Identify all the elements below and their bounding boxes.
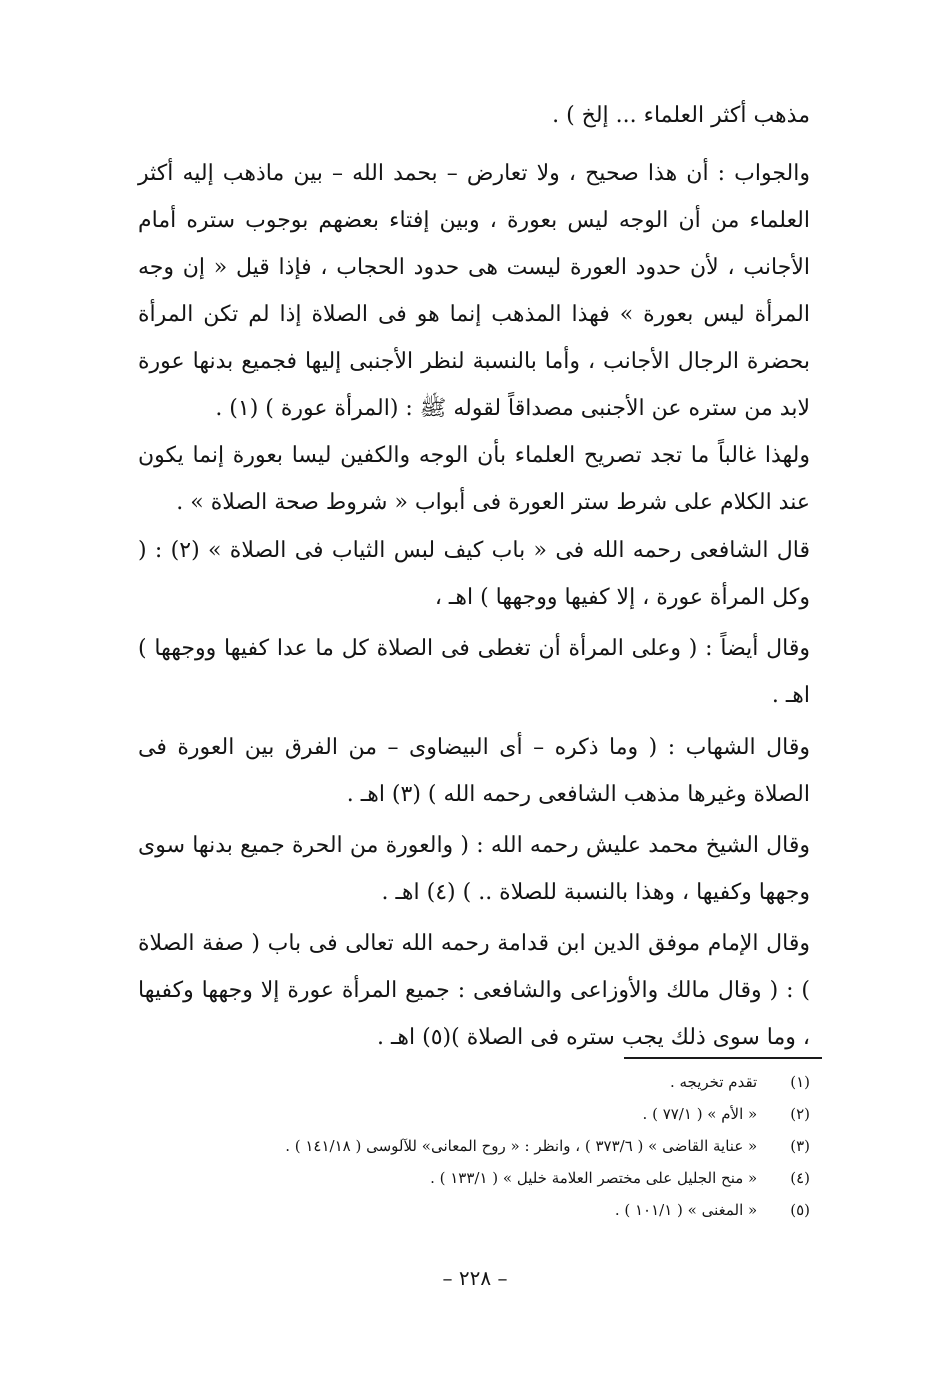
footnote-text: « عناية القاضى » ( ٣٧٣/٦ ) ، وانظر : « روح المعانى» للآلوسى ( ١٤١/١٨ ) . bbox=[285, 1137, 758, 1155]
paragraph-text: والجواب : أن هذا صحيح ، ولا تعارض – بحمد الله – بين ماذهب إليه أكثر العلماء من أن الوجه ليس بعورة ، وبين إفتاء بعضهم بوجوب ستره أمام الأجانب ، لأن حدود العورة ليست هى حدود الحجاب ، فإذا قيل « إن وجه المرأة ليس بعورة » فهذا المذهب إنما هو فى الصلاة إذا لم تكن المرأة بحضرة الرجال الأجانب ، وأما بالنسبة لنظر الأجنبى إليها فجميع بدنها عورة لابد من ستره عن الأجنبى مصداقاً لقوله ﷺ : (المرأة عورة ) (١) . bbox=[138, 161, 810, 421]
paragraph-6 bbox=[138, 724, 810, 818]
footnote-text: « منح الجليل على مختصر العلامة خليل » ( ١٣٣/١ ) . bbox=[430, 1169, 758, 1187]
paragraph-2 bbox=[138, 150, 810, 432]
footnote-number: (٣) bbox=[790, 1137, 810, 1155]
paragraph-text: ولهذا غالباً ما تجد تصريح العلماء بأن الوجه والكفين ليسا بعورة إنما يكون عند الكلام على شرط ستر العورة فى أبواب « شروط صحة الصلاة » . bbox=[138, 443, 810, 515]
footnote-text: « المغنى » ( ١٠١/١ ) . bbox=[614, 1201, 758, 1219]
footnote-text: تقدم تخريجه . bbox=[669, 1073, 758, 1091]
paragraph-text: وقال الشهاب : ( وما ذكره – أى البيضاوى – من الفرق بين العورة فى الصلاة وغيرها مذهب الشافعى رحمه الله ) (٣) اهـ . bbox=[138, 735, 810, 807]
footnote-4 bbox=[285, 1162, 810, 1194]
paragraph-7 bbox=[138, 822, 810, 916]
paragraph-5 bbox=[138, 625, 810, 719]
footnote-number: (٢) bbox=[790, 1105, 810, 1123]
paragraph-text: وقال الإمام موفق الدين ابن قدامة رحمه الله تعالى فى باب ( صفة الصلاة ) : ( وقال مالك والأوزاعى والشافعى : جميع المرأة عورة إلا وجهها وكفيها ، وما سوى ذلك يجب ستره فى الصلاة )(٥) اهـ . bbox=[138, 931, 811, 1050]
paragraph-4 bbox=[138, 527, 810, 621]
paragraph-8 bbox=[138, 920, 810, 1061]
footnote-separator bbox=[624, 1057, 822, 1059]
paragraph-3 bbox=[138, 432, 810, 526]
footnote-2 bbox=[285, 1098, 810, 1130]
footnote-number: (١) bbox=[790, 1073, 810, 1091]
paragraph-text: وقال الشيخ محمد عليش رحمه الله : ( والعورة من الحرة جميع بدنها سوى وجهها وكفيها ، وهذا بالنسبة للصلاة .. ) (٤) اهـ . bbox=[138, 833, 810, 905]
footnote-number: (٤) bbox=[790, 1169, 810, 1187]
paragraph-text: قال الشافعى رحمه الله فى « باب كيف لبس الثياب فى الصلاة » (٢) : ( وكل المرأة عورة ، إلا كفيها ووجهها ) اهـ ، bbox=[138, 538, 810, 610]
footnote-3 bbox=[285, 1130, 810, 1162]
paragraph-text: وقال أيضاً : ( وعلى المرأة أن تغطى فى الصلاة كل ما عدا كفيها ووجهها ) اهـ . bbox=[138, 636, 810, 708]
footnote-5 bbox=[285, 1194, 810, 1226]
paragraph-text: مذهب أكثر العلماء ... إلخ ) . bbox=[552, 103, 810, 128]
paragraph-1 bbox=[138, 92, 810, 139]
footnote-number: (٥) bbox=[790, 1201, 810, 1219]
page-number: – ٢٢٨ – bbox=[442, 1266, 508, 1290]
footnotes bbox=[285, 1066, 810, 1226]
footnote-1 bbox=[285, 1066, 810, 1098]
footnote-text: « الأم » ( ٧٧/١ ) . bbox=[642, 1105, 758, 1123]
